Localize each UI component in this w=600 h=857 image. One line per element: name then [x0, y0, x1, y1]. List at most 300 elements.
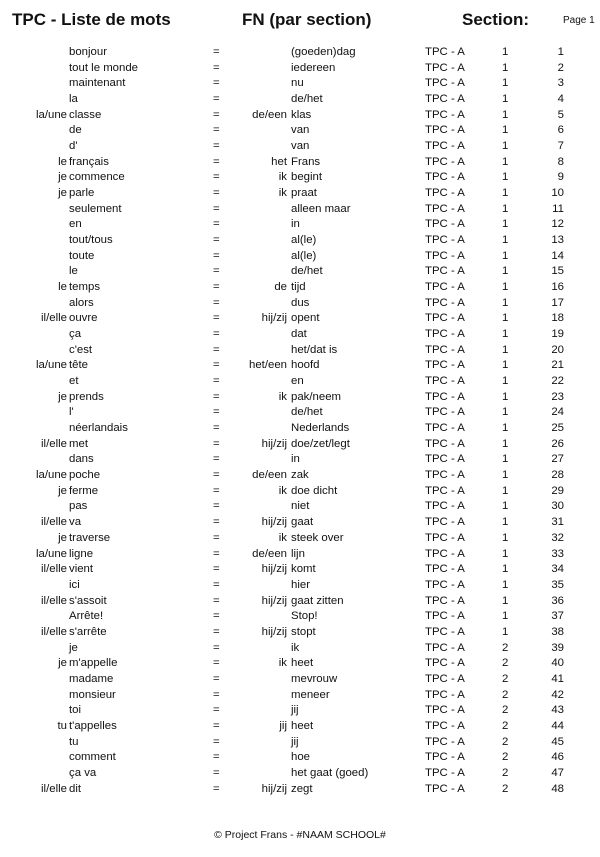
word-row — [0, 186, 600, 202]
section-number: 1 — [502, 281, 509, 294]
source-label: TPC - A — [425, 108, 465, 121]
section-number: 2 — [502, 735, 509, 748]
entry-number: 36 — [551, 594, 564, 607]
word-row — [0, 594, 600, 610]
french-article: je — [58, 187, 67, 200]
section-number: 1 — [502, 375, 509, 388]
entry-number: 10 — [551, 187, 564, 200]
dutch-word: doe/zet/legt — [291, 437, 350, 450]
dutch-article: de/een — [252, 547, 287, 560]
section-number: 1 — [502, 547, 509, 560]
entry-number: 46 — [551, 751, 564, 764]
dutch-word: zak — [291, 469, 309, 482]
entry-number: 11 — [552, 202, 564, 215]
equals-sign: = — [213, 422, 220, 435]
section-number: 1 — [502, 406, 509, 419]
french-word: toi — [69, 704, 82, 717]
french-word: en — [69, 218, 82, 231]
entry-number: 5 — [557, 108, 564, 121]
word-row — [0, 656, 600, 672]
word-row — [0, 358, 600, 374]
entry-number: 33 — [551, 547, 564, 560]
word-row — [0, 719, 600, 735]
word-row — [0, 76, 600, 92]
source-label: TPC - A — [425, 594, 465, 607]
french-word: madame — [69, 672, 114, 685]
french-article: il/elle — [41, 437, 67, 450]
entry-number: 15 — [551, 265, 564, 278]
section-number: 1 — [502, 296, 509, 309]
dutch-word: Frans — [291, 155, 321, 168]
section-number: 1 — [502, 93, 509, 106]
source-label: TPC - A — [425, 516, 465, 529]
french-word: français — [69, 155, 109, 168]
section-number: 1 — [502, 453, 509, 466]
french-article: il/elle — [41, 312, 67, 325]
entry-number: 28 — [551, 469, 564, 482]
source-label: TPC - A — [425, 641, 465, 654]
equals-sign: = — [213, 359, 220, 372]
dutch-article: het/een — [248, 359, 287, 372]
section-number: 2 — [502, 751, 509, 764]
dutch-word: al(le) — [291, 249, 317, 262]
equals-sign: = — [213, 563, 220, 576]
dutch-word: (goeden)dag — [291, 46, 356, 58]
entry-number: 47 — [551, 766, 564, 779]
source-label: TPC - A — [425, 343, 465, 356]
dutch-word: iedereen — [291, 61, 336, 74]
word-row — [0, 609, 600, 625]
equals-sign: = — [213, 93, 220, 106]
word-row — [0, 421, 600, 437]
equals-sign: = — [213, 594, 220, 607]
source-label: TPC - A — [425, 202, 465, 215]
section-number: 1 — [502, 328, 509, 341]
source-label: TPC - A — [425, 688, 465, 701]
equals-sign: = — [213, 751, 220, 764]
french-word: traverse — [69, 531, 111, 544]
dutch-word: meneer — [291, 688, 330, 701]
dutch-word: hoe — [291, 751, 311, 764]
source-label: TPC - A — [425, 531, 465, 544]
source-label: TPC - A — [425, 563, 465, 576]
section-number: 1 — [502, 359, 509, 372]
source-label: TPC - A — [425, 766, 465, 779]
source-label: TPC - A — [425, 187, 465, 200]
section-number: 2 — [502, 766, 509, 779]
french-word: ouvre — [69, 312, 98, 325]
source-label: TPC - A — [425, 93, 465, 106]
word-row — [0, 468, 600, 484]
entry-number: 22 — [551, 375, 564, 388]
french-word: parle — [69, 187, 95, 200]
source-label: TPC - A — [425, 61, 465, 74]
word-row — [0, 766, 600, 782]
dutch-word: heet — [291, 719, 314, 732]
source-label: TPC - A — [425, 751, 465, 764]
french-word: seulement — [69, 202, 122, 215]
section-number: 1 — [502, 625, 509, 638]
source-label: TPC - A — [425, 610, 465, 623]
dutch-article: de/een — [252, 469, 287, 482]
french-word: met — [69, 437, 88, 450]
equals-sign: = — [213, 202, 220, 215]
section-number: 1 — [502, 563, 509, 576]
source-label: TPC - A — [425, 469, 465, 482]
section-number: 1 — [502, 187, 509, 200]
section-number: 1 — [502, 500, 509, 513]
dutch-word: nu — [291, 77, 304, 90]
french-word: t'appelles — [69, 719, 117, 732]
dutch-article: ik — [278, 187, 287, 200]
entry-number: 44 — [551, 719, 564, 732]
document-title: TPC - Liste de mots — [12, 10, 171, 29]
equals-sign: = — [213, 782, 220, 795]
entry-number: 32 — [551, 531, 564, 544]
section-number: 1 — [502, 155, 509, 168]
dutch-article: hij/zij — [261, 563, 287, 576]
entry-number: 21 — [551, 359, 564, 372]
word-row — [0, 531, 600, 547]
source-label: TPC - A — [425, 218, 465, 231]
dutch-word: lijn — [291, 547, 305, 560]
equals-sign: = — [213, 437, 220, 450]
french-word: s'assoit — [69, 594, 107, 607]
word-row — [0, 688, 600, 704]
source-label: TPC - A — [425, 782, 465, 795]
dutch-article: hij/zij — [261, 782, 287, 795]
equals-sign: = — [213, 155, 220, 168]
french-article: la/une — [35, 108, 67, 121]
dutch-word: de/het — [291, 265, 323, 278]
french-word: ça va — [69, 766, 97, 779]
dutch-word: ik — [291, 641, 300, 654]
document-subtitle: FN (par section) — [242, 10, 372, 29]
dutch-word: het/dat is — [291, 343, 338, 356]
equals-sign: = — [213, 735, 220, 748]
french-article: je — [58, 390, 67, 403]
french-word: c'est — [69, 343, 93, 356]
entry-number: 25 — [551, 422, 564, 435]
equals-sign: = — [213, 641, 220, 654]
entry-number: 31 — [551, 516, 564, 529]
source-label: TPC - A — [425, 124, 465, 137]
french-word: je — [69, 641, 78, 654]
dutch-word: hoofd — [291, 359, 320, 372]
equals-sign: = — [213, 328, 220, 341]
french-word: ferme — [69, 484, 99, 497]
section-number: 1 — [502, 516, 509, 529]
french-word: le — [69, 265, 78, 278]
equals-sign: = — [213, 406, 220, 419]
section-number: 1 — [502, 312, 509, 325]
french-article: le — [58, 281, 67, 294]
source-label: TPC - A — [425, 390, 465, 403]
french-article: il/elle — [41, 563, 67, 576]
french-word: va — [69, 516, 82, 529]
source-label: TPC - A — [425, 359, 465, 372]
entry-number: 26 — [551, 437, 564, 450]
dutch-article: ik — [278, 484, 287, 497]
source-label: TPC - A — [425, 375, 465, 388]
section-number: 1 — [502, 140, 509, 153]
equals-sign: = — [213, 171, 220, 184]
source-label: TPC - A — [425, 249, 465, 262]
word-row — [0, 249, 600, 265]
french-word: de — [69, 124, 82, 137]
entry-number: 24 — [551, 406, 564, 419]
french-article: je — [58, 657, 67, 670]
source-label: TPC - A — [425, 719, 465, 732]
french-word: maintenant — [69, 77, 126, 90]
french-word: ça — [69, 328, 82, 341]
entry-number: 41 — [551, 672, 564, 685]
french-word: commence — [69, 171, 125, 184]
equals-sign: = — [213, 281, 220, 294]
source-label: TPC - A — [425, 77, 465, 90]
entry-number: 34 — [551, 563, 564, 576]
french-article: il/elle — [41, 516, 67, 529]
section-number: 1 — [502, 234, 509, 247]
section-number: 2 — [502, 672, 509, 685]
dutch-article: de/een — [252, 108, 287, 121]
word-row — [0, 217, 600, 233]
equals-sign: = — [213, 234, 220, 247]
word-row — [0, 405, 600, 421]
source-label: TPC - A — [425, 422, 465, 435]
equals-sign: = — [213, 688, 220, 701]
french-word: Arrête! — [69, 610, 104, 623]
french-article: il/elle — [41, 782, 67, 795]
word-row — [0, 562, 600, 578]
equals-sign: = — [213, 657, 220, 670]
dutch-article: ik — [278, 531, 287, 544]
dutch-word: zegt — [291, 782, 313, 795]
source-label: TPC - A — [425, 296, 465, 309]
dutch-word: doe dicht — [291, 484, 338, 497]
equals-sign: = — [213, 672, 220, 685]
word-row — [0, 484, 600, 500]
french-article: la/une — [35, 469, 67, 482]
equals-sign: = — [213, 719, 220, 732]
french-word: temps — [69, 281, 101, 294]
word-row — [0, 264, 600, 280]
section-number: 1 — [502, 484, 509, 497]
dutch-word: opent — [291, 312, 320, 325]
entry-number: 27 — [551, 453, 564, 466]
dutch-word: van — [291, 124, 310, 137]
section-number: 1 — [502, 202, 509, 215]
dutch-word: steek over — [291, 531, 344, 544]
equals-sign: = — [213, 296, 220, 309]
source-label: TPC - A — [425, 281, 465, 294]
word-row — [0, 578, 600, 594]
word-row — [0, 547, 600, 563]
page-number: Page 1 — [563, 15, 595, 26]
word-row — [0, 750, 600, 766]
entry-number: 43 — [551, 704, 564, 717]
entry-number: 48 — [551, 782, 564, 795]
section-number: 1 — [502, 422, 509, 435]
source-label: TPC - A — [425, 453, 465, 466]
entry-number: 37 — [551, 610, 564, 623]
word-row — [0, 735, 600, 751]
section-number: 1 — [502, 594, 509, 607]
section-number: 1 — [502, 610, 509, 623]
word-row — [0, 641, 600, 657]
french-word: prends — [69, 390, 104, 403]
entry-number: 40 — [551, 657, 564, 670]
section-number: 1 — [502, 124, 509, 137]
equals-sign: = — [213, 312, 220, 325]
dutch-word: pak/neem — [291, 390, 342, 403]
equals-sign: = — [213, 77, 220, 90]
word-row — [0, 374, 600, 390]
section-number: 1 — [502, 437, 509, 450]
dutch-word: begint — [291, 171, 323, 184]
dutch-word: het gaat (goed) — [291, 766, 369, 779]
word-row — [0, 390, 600, 406]
dutch-word: praat — [291, 187, 317, 200]
equals-sign: = — [213, 704, 220, 717]
entry-number: 20 — [551, 343, 564, 356]
equals-sign: = — [213, 61, 220, 74]
dutch-word: niet — [291, 500, 310, 513]
section-number: 1 — [502, 171, 509, 184]
source-label: TPC - A — [425, 672, 465, 685]
entry-number: 17 — [551, 296, 564, 309]
equals-sign: = — [213, 375, 220, 388]
entry-number: 12 — [551, 218, 564, 231]
dutch-article: hij/zij — [261, 312, 287, 325]
word-list — [0, 45, 600, 797]
equals-sign: = — [213, 531, 220, 544]
word-row — [0, 170, 600, 186]
french-article: il/elle — [41, 594, 67, 607]
french-word: ligne — [69, 547, 94, 560]
dutch-article: jij — [279, 719, 287, 732]
dutch-word: dus — [291, 296, 310, 309]
french-article: le — [58, 155, 67, 168]
french-article: je — [58, 531, 67, 544]
entry-number: 39 — [551, 641, 564, 654]
equals-sign: = — [213, 469, 220, 482]
entry-number: 30 — [551, 500, 564, 513]
word-row — [0, 437, 600, 453]
word-row — [0, 343, 600, 359]
entry-number: 23 — [551, 390, 564, 403]
section-label: Section: — [462, 10, 530, 29]
equals-sign: = — [213, 218, 220, 231]
dutch-word: gaat — [291, 516, 314, 529]
dutch-word: jij — [291, 704, 299, 717]
word-row — [0, 296, 600, 312]
french-article: la/une — [35, 547, 67, 560]
entry-number: 35 — [551, 578, 564, 591]
dutch-article: het — [271, 155, 287, 168]
equals-sign: = — [213, 46, 220, 58]
equals-sign: = — [213, 265, 220, 278]
french-word: bonjour — [69, 46, 107, 58]
equals-sign: = — [213, 625, 220, 638]
french-word: alors — [69, 296, 94, 309]
equals-sign: = — [213, 249, 220, 262]
section-number: 2 — [502, 704, 509, 717]
entry-number: 7 — [557, 140, 564, 153]
word-row — [0, 202, 600, 218]
entry-number: 38 — [551, 625, 564, 638]
word-row — [0, 452, 600, 468]
entry-number: 45 — [551, 735, 564, 748]
french-article: je — [58, 484, 67, 497]
source-label: TPC - A — [425, 547, 465, 560]
dutch-word: stopt — [291, 625, 316, 638]
source-label: TPC - A — [425, 46, 465, 58]
equals-sign: = — [213, 187, 220, 200]
equals-sign: = — [213, 484, 220, 497]
french-word: m'appelle — [69, 657, 118, 670]
french-word: s'arrête — [69, 625, 107, 638]
source-label: TPC - A — [425, 406, 465, 419]
french-word: l' — [69, 406, 74, 419]
dutch-word: in — [291, 218, 300, 231]
word-row — [0, 515, 600, 531]
dutch-word: mevrouw — [291, 672, 338, 685]
source-label: TPC - A — [425, 484, 465, 497]
section-number: 1 — [502, 343, 509, 356]
source-label: TPC - A — [425, 704, 465, 717]
dutch-article: de — [274, 281, 287, 294]
entry-number: 14 — [551, 249, 564, 262]
entry-number: 3 — [557, 77, 564, 90]
dutch-word: de/het — [291, 406, 323, 419]
word-row — [0, 327, 600, 343]
equals-sign: = — [213, 453, 220, 466]
entry-number: 42 — [551, 688, 564, 701]
section-number: 1 — [502, 218, 509, 231]
dutch-article: hij/zij — [261, 625, 287, 638]
french-word: vient — [69, 563, 94, 576]
entry-number: 19 — [551, 328, 564, 341]
dutch-word: heet — [291, 657, 314, 670]
source-label: TPC - A — [425, 328, 465, 341]
french-word: tu — [69, 735, 79, 748]
equals-sign: = — [213, 390, 220, 403]
french-word: toute — [69, 249, 95, 262]
equals-sign: = — [213, 124, 220, 137]
source-label: TPC - A — [425, 234, 465, 247]
word-row — [0, 139, 600, 155]
word-row — [0, 92, 600, 108]
dutch-article: ik — [278, 171, 287, 184]
entry-number: 29 — [551, 484, 564, 497]
equals-sign: = — [213, 108, 220, 121]
source-label: TPC - A — [425, 265, 465, 278]
source-label: TPC - A — [425, 171, 465, 184]
word-row — [0, 672, 600, 688]
equals-sign: = — [213, 578, 220, 591]
french-article: la/une — [35, 359, 67, 372]
french-word: néerlandais — [69, 422, 128, 435]
entry-number: 2 — [557, 61, 564, 74]
french-word: poche — [69, 469, 101, 482]
word-row — [0, 233, 600, 249]
dutch-word: Nederlands — [291, 422, 350, 435]
source-label: TPC - A — [425, 500, 465, 513]
french-word: dit — [69, 782, 82, 795]
word-row — [0, 123, 600, 139]
dutch-word: komt — [291, 563, 316, 576]
